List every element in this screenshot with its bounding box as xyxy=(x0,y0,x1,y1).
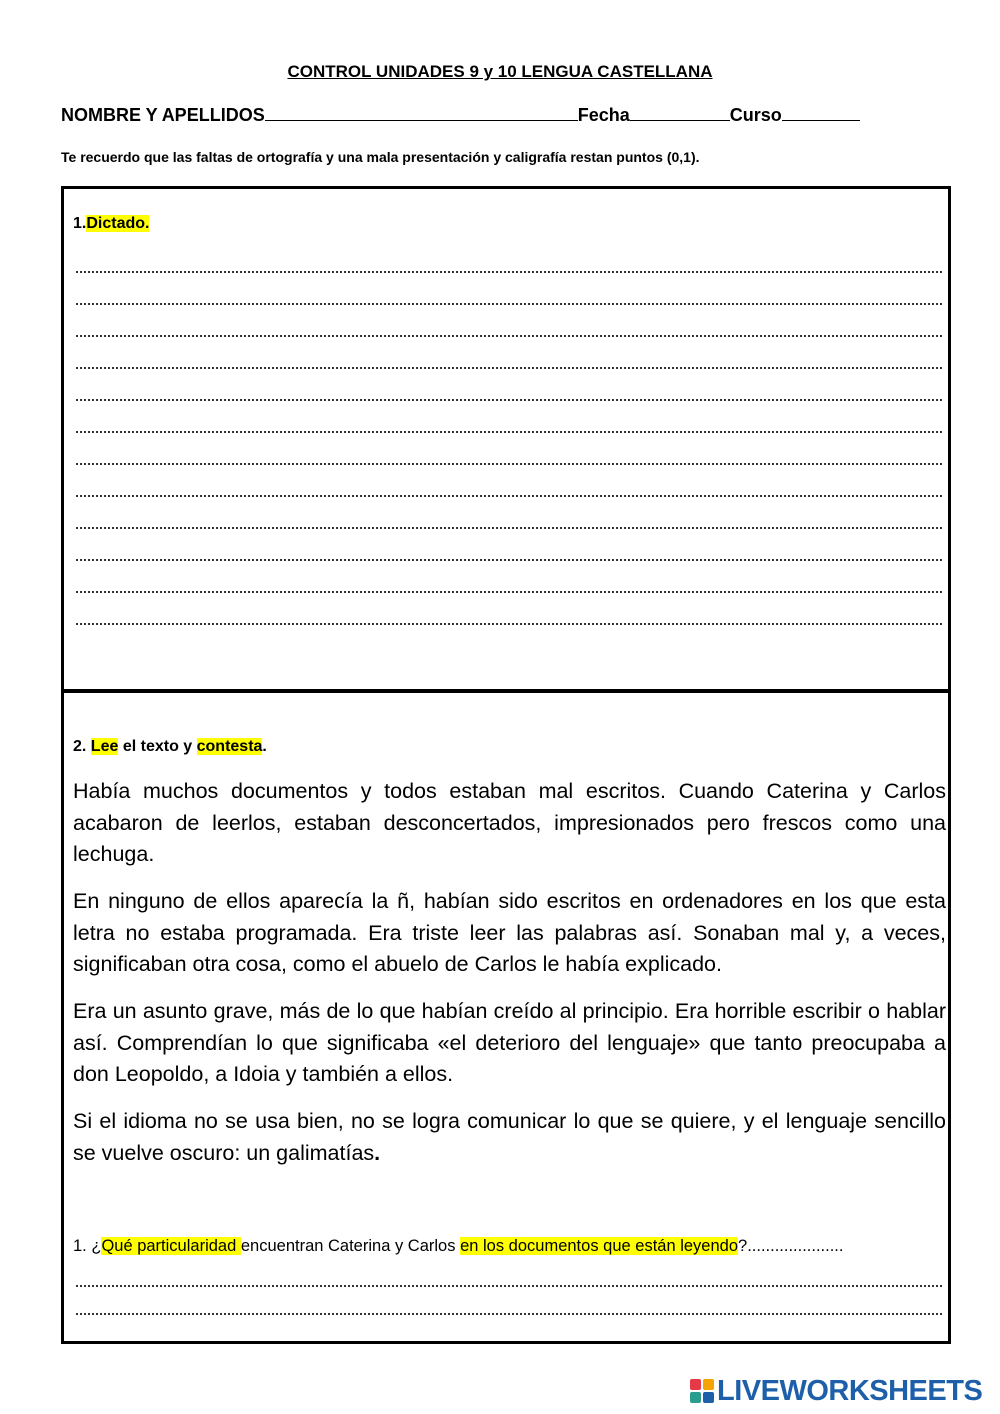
reading-paragraph: Había muchos documentos y todos estaban mal escritos. Cuando Caterina y Carlos acabaron de leerlos, estaban desconcertados, impresionados pero frescos como una lechuga. xyxy=(73,779,946,866)
dictation-heading xyxy=(73,215,149,233)
reading-heading xyxy=(73,738,267,756)
final-period: . xyxy=(374,1140,381,1165)
reading-box xyxy=(61,690,951,1344)
dictation-line[interactable] xyxy=(76,365,942,369)
reading-paragraph: En ninguno de ellos aparecía la ñ, habían sido escritos en ordenadores en los que esta letra no estaba programada. Era triste leer las palabras así. Sonaban mal y, a veces, significaban otra cosa, como el abuelo de Carlos le había explicado. xyxy=(73,889,946,976)
reading-paragraph-text: Era un asunto grave, más de lo que habían creído al principio. Era horrible escribir o hablar así. Comprendían lo que significaba «el deterioro del lenguaje» que tanto preocupaba a don Leopoldo, a Idoia y también a ellos. xyxy=(73,999,946,1086)
reading-paragraph xyxy=(73,996,946,1091)
dictation-line[interactable] xyxy=(76,397,942,401)
dictation-line[interactable] xyxy=(76,429,942,433)
page-title: CONTROL UNIDADES 9 y 10 LENGUA CASTELLANA xyxy=(287,62,713,81)
reading-paragraph xyxy=(73,1106,946,1169)
dictation-line[interactable] xyxy=(76,493,942,497)
question-highlight-1: Qué particularidad xyxy=(101,1237,241,1255)
dictation-line[interactable] xyxy=(76,461,942,465)
liveworksheets-logo xyxy=(690,1374,982,1408)
reading-word-lee: Lee xyxy=(90,738,119,755)
dictation-line[interactable] xyxy=(76,589,942,593)
dictation-line[interactable] xyxy=(76,269,942,273)
question-suffix: ?..................... xyxy=(738,1237,844,1255)
reading-heading-end: . xyxy=(262,738,267,755)
reading-heading-middle: el texto y xyxy=(118,738,197,755)
brand-name: LIVEWORKSHEETS xyxy=(717,1374,983,1407)
reading-paragraph-text: Si el idioma no se usa bien, no se logra comunicar lo que se quiere, y el lenguaje sencillo se vuelve oscuro: un galimatías xyxy=(73,1109,946,1165)
dictation-line[interactable] xyxy=(76,301,942,305)
course-label: Curso xyxy=(729,105,782,125)
reading-word-contesta: contesta xyxy=(196,738,263,755)
dictation-line[interactable] xyxy=(76,525,942,529)
date-label: Fecha xyxy=(577,105,630,125)
question-highlight-2: en los documentos que están leyendo xyxy=(460,1237,739,1255)
liveworksheets-icon xyxy=(690,1379,714,1403)
name-label: NOMBRE Y APELLIDOS xyxy=(61,105,265,125)
date-field[interactable] xyxy=(630,106,730,121)
dictation-title: Dictado. xyxy=(86,215,150,232)
dictation-line[interactable] xyxy=(76,333,942,337)
grading-note: Te recuerdo que las faltas de ortografía y una mala presentación y caligrafía restan puntos (0,1). xyxy=(61,149,700,165)
reading-number: 2. xyxy=(73,738,87,755)
question-prefix: 1. ¿ xyxy=(73,1237,102,1255)
name-field[interactable] xyxy=(265,106,578,121)
course-field[interactable] xyxy=(782,106,860,121)
student-info-line xyxy=(61,105,860,126)
answer-line[interactable] xyxy=(76,1283,942,1287)
dictation-number: 1. xyxy=(73,215,87,232)
question-middle: encuentran Caterina y Carlos xyxy=(240,1237,461,1255)
dictation-box xyxy=(61,186,951,692)
answer-line[interactable] xyxy=(76,1311,942,1315)
dictation-line[interactable] xyxy=(76,621,942,625)
dictation-line[interactable] xyxy=(76,557,942,561)
question-1 xyxy=(73,1237,843,1256)
